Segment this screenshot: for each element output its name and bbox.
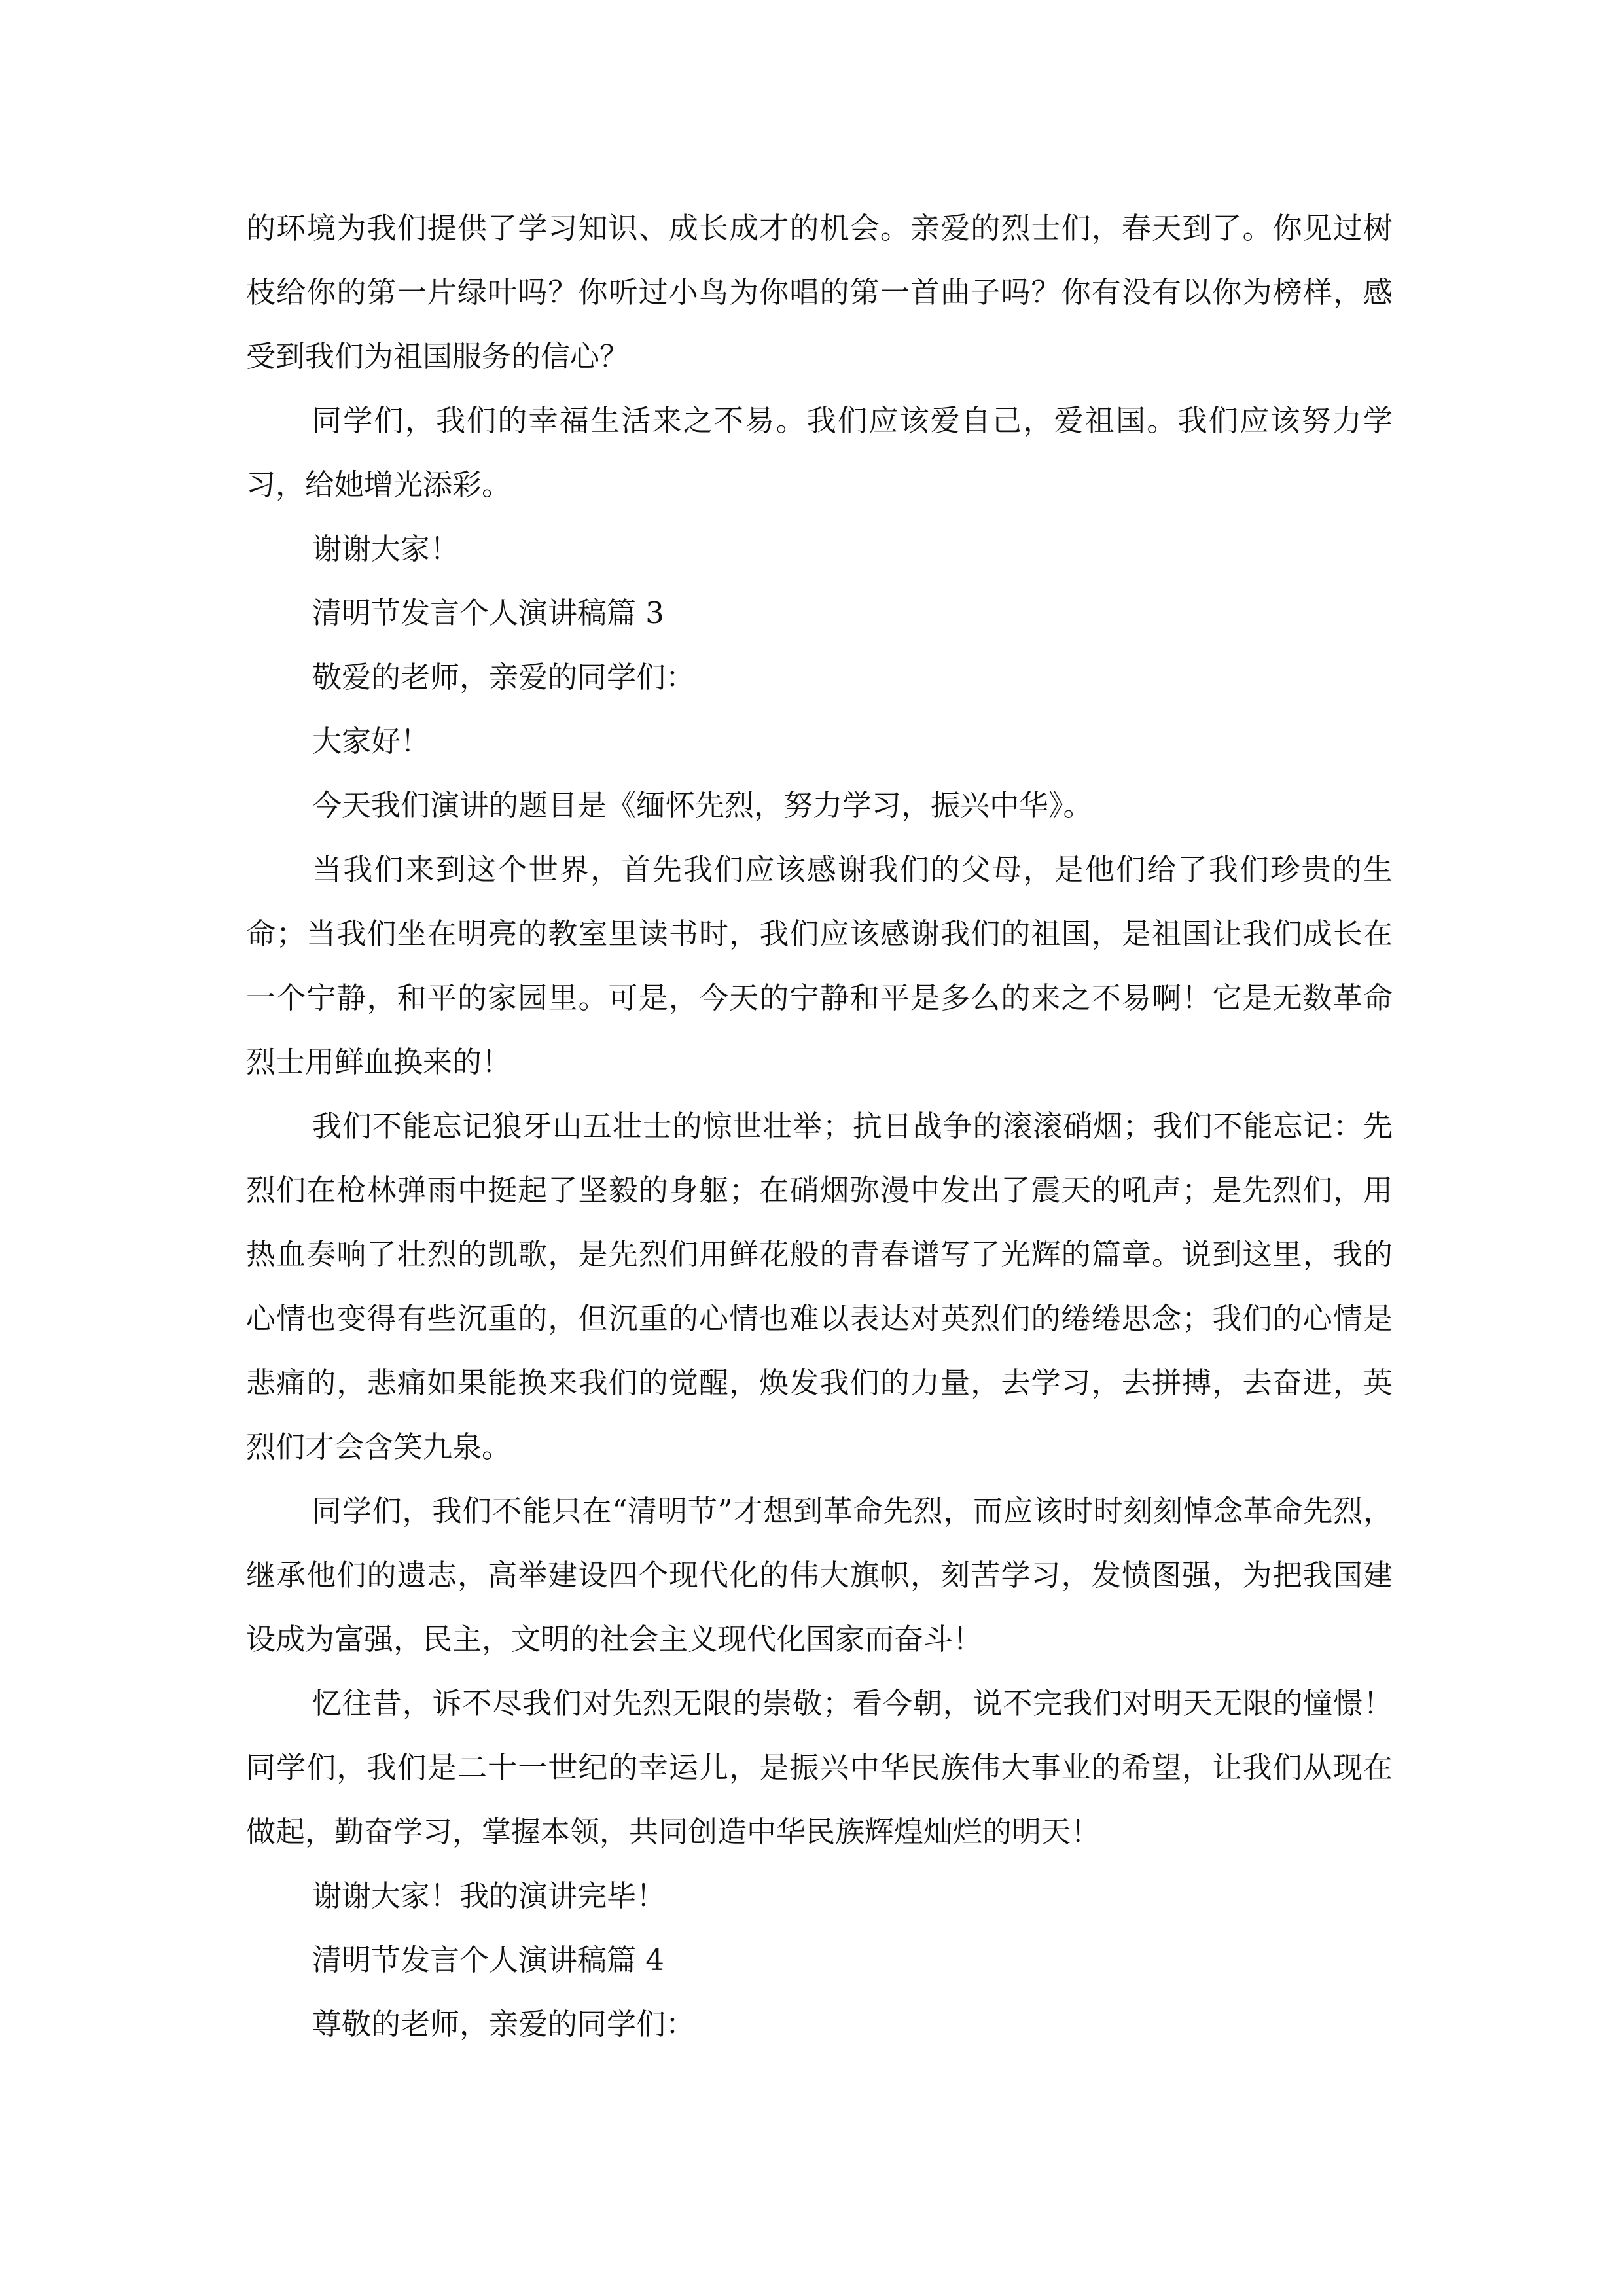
- paragraph-thanks: 谢谢大家！: [312, 531, 460, 566]
- salutation-4: 尊敬的老师，亲爱的同学们：: [312, 2007, 696, 2041]
- paragraph-gratitude: 当我们来到这个世界，首先我们应该感谢我们的父母，是他们给了我们珍贵的生命；当我们坐在明亮的教室里读书时，我们应该感谢我们的祖国，是祖国让我们成长在一个宁静，和平的家园里。可是，今天的宁静和平是多么的来之不易啊！它是无数革命烈士用鲜血换来的！: [246, 852, 1393, 1079]
- closing-remark: 谢谢大家！我的演讲完毕！: [312, 1878, 666, 1913]
- salutation: 敬爱的老师，亲爱的同学们：: [312, 660, 696, 694]
- greeting: 大家好！: [312, 724, 431, 759]
- section-heading-3: 清明节发言个人演讲稿篇 3: [312, 596, 664, 630]
- paragraph-2: 同学们，我们的幸福生活来之不易。我们应该爱自己，爱祖国。我们应该努力学习，给她增光添彩。: [246, 403, 1393, 502]
- section-heading-4: 清明节发言个人演讲稿篇 4: [312, 1943, 664, 1977]
- speech-topic: 今天我们演讲的题目是《缅怀先烈，努力学习，振兴中华》。: [312, 788, 1093, 823]
- paragraph-future: 忆往昔，诉不尽我们对先烈无限的崇敬；看今朝，说不完我们对明天无限的憧憬！同学们，我们是二十一世纪的幸运儿，是振兴中华民族伟大事业的希望，让我们从现在做起，勤奋学习，掌握本领，共同创造中华民族辉煌灿烂的明天！: [246, 1686, 1393, 1849]
- paragraph-martyrs: 我们不能忘记狼牙山五壮士的惊世壮举；抗日战争的滚滚硝烟；我们不能忘记：先烈们在枪林弹雨中挺起了坚毅的身躯；在硝烟弥漫中发出了震天的吼声；是先烈们，用热血奏响了壮烈的凯歌，是先烈们用鲜花般的青春谱写了光辉的篇章。说到这里，我的心情也变得有些沉重的，但沉重的心情也难以表达对英烈们的绻绻思念；我们的心情是悲痛的，悲痛如果能换来我们的觉醒，焕发我们的力量，去学习，去拼搏，去奋进，英烈们才会含笑九泉。: [246, 1109, 1393, 1464]
- document-body: [246, 196, 1393, 2056]
- paragraph-1: 的环境为我们提供了学习知识、成长成才的机会。亲爱的烈士们，春天到了。你见过树枝给你的第一片绿叶吗？你听过小鸟为你唱的第一首曲子吗？你有没有以你为榜样，感受到我们为祖国服务的信心？: [246, 211, 1393, 374]
- paragraph-remember: 同学们，我们不能只在“清明节”才想到革命先烈，而应该时时刻刻悼念革命先烈，继承他们的遗志，高举建设四个现代化的伟大旗帜，刻苦学习，发愤图强，为把我国建设成为富强，民主，文明的社会主义现代化国家而奋斗！: [246, 1494, 1393, 1657]
